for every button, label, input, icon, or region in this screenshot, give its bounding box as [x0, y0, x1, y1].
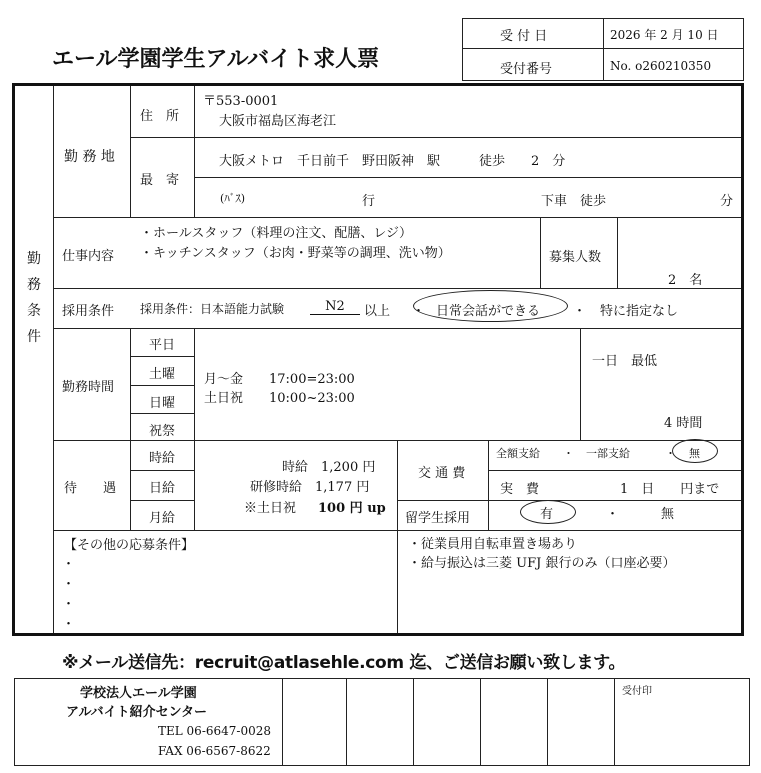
side-label-char: 勤: [27, 251, 41, 267]
day-saturday: 土曜: [149, 367, 176, 382]
station-info: 大阪メトロ 千日前千 野田阪神 駅 徒歩 2 分: [219, 154, 566, 169]
hours-line: 月～金 17:00=23:00: [204, 372, 355, 387]
daily-min-value: 4 時間: [664, 416, 703, 431]
day-weekday: 平日: [149, 338, 176, 353]
side-label-char: 条: [27, 303, 41, 319]
separator-dot: ・: [563, 447, 574, 460]
other-title: 【その他の応募条件】: [64, 538, 195, 553]
received-date-value: 2026 年 2 月 10 日: [610, 28, 719, 42]
hours-line: 土日祝 10:00~23:00: [204, 391, 355, 406]
receipt-no-label: 受付番号: [500, 62, 553, 77]
pay-row-daily: 日給: [149, 481, 176, 496]
transport-none: 無: [689, 447, 700, 460]
separator-dot: ・: [665, 447, 676, 460]
bus-alight: 下車 徒歩: [541, 194, 607, 209]
pay-weekend-value: 100 円 up: [318, 501, 386, 516]
side-label: [27, 246, 43, 350]
actual-label: 実 費: [500, 482, 540, 497]
bus-dest: 行: [362, 194, 376, 209]
intl-label: 留学生採用: [405, 511, 471, 526]
email-notice: ※メール送信先：recruit@atlasehle.com 迄、ご送信お願い致します。: [62, 653, 626, 673]
bus-prefix: (ﾊﾞｽ): [220, 192, 246, 205]
received-date-label: 受 付 日: [500, 29, 548, 44]
job-line: ・ホールスタッフ（料理の注文、配膳、レジ）: [140, 226, 413, 241]
job-label: 仕事内容: [62, 249, 115, 264]
pay-weekend-label: ※土日祝: [244, 501, 297, 516]
hiring-option-other: 特に指定なし: [600, 304, 679, 319]
pay-row-hourly: 時給: [149, 451, 176, 466]
footer-tel: TEL 06-6647-0028: [158, 724, 272, 738]
hiring-suffix: 以上: [364, 304, 391, 319]
hiring-label: 採用条件: [62, 304, 115, 319]
job-line: ・キッチンスタッフ（お肉・野菜等の調理、洗い物）: [140, 246, 451, 261]
bus-minutes: 分: [720, 194, 734, 209]
footer-fax: FAX 06-6567-8622: [158, 744, 271, 758]
transport-full: 全額支給: [496, 447, 540, 460]
postal-code: 〒553-0001: [203, 94, 279, 109]
workplace-label: 勤 務 地: [64, 149, 115, 165]
pay-hourly: 時給 1,200 円: [282, 460, 376, 475]
day-holiday: 祝祭: [149, 424, 176, 439]
page-title: エール学園学生アルバイト求人票: [52, 47, 380, 72]
other-bullet: ・: [62, 557, 76, 572]
transport-partial: 一部支給: [586, 447, 630, 460]
hiring-option-selected: 日常会話ができる: [436, 304, 541, 319]
other-note: ・従業員用自転車置き場あり: [408, 537, 578, 552]
nearest-label: 最 寄: [140, 173, 180, 188]
receipt-no-value: No. o260210350: [610, 59, 712, 73]
side-label-char: 務: [27, 277, 41, 293]
daily-min-label: 一日 最低: [592, 354, 658, 369]
side-label-char: 件: [27, 329, 41, 345]
other-bullet: ・: [62, 577, 76, 592]
other-bullet: ・: [62, 597, 76, 612]
pay-row-monthly: 月給: [149, 511, 176, 526]
separator-dot: ・: [412, 304, 426, 319]
hiring-level: N2: [310, 299, 360, 315]
pay-label: 待 遇: [64, 481, 117, 496]
intl-no: 無: [661, 507, 675, 522]
footer-org: 学校法人エール学園: [80, 686, 197, 701]
other-note: ・給与振込は三菱 UFJ 銀行のみ（口座必要）: [408, 556, 676, 571]
address-label: 住 所: [140, 109, 180, 124]
address: 大阪市福島区海老江: [219, 114, 337, 129]
actual-value: 1 日 円まで: [620, 482, 720, 497]
separator-dot: ・: [573, 304, 587, 319]
hiring-prefix: 採用条件：日本語能力試験: [140, 302, 285, 316]
stamp-label: 受付印: [622, 686, 652, 697]
other-bullet: ・: [62, 617, 76, 632]
recruit-label: 募集人数: [549, 250, 602, 265]
footer-center: アルバイト紹介センター: [66, 705, 208, 720]
hours-label: 勤務時間: [62, 380, 115, 395]
recruit-value: 2 名: [668, 273, 703, 288]
day-sunday: 日曜: [149, 396, 176, 411]
intl-yes: 有: [540, 507, 554, 522]
pay-training: 研修時給 1,177 円: [250, 480, 370, 495]
separator-dot: ・: [606, 507, 620, 522]
transport-label: 交 通 費: [418, 466, 466, 481]
